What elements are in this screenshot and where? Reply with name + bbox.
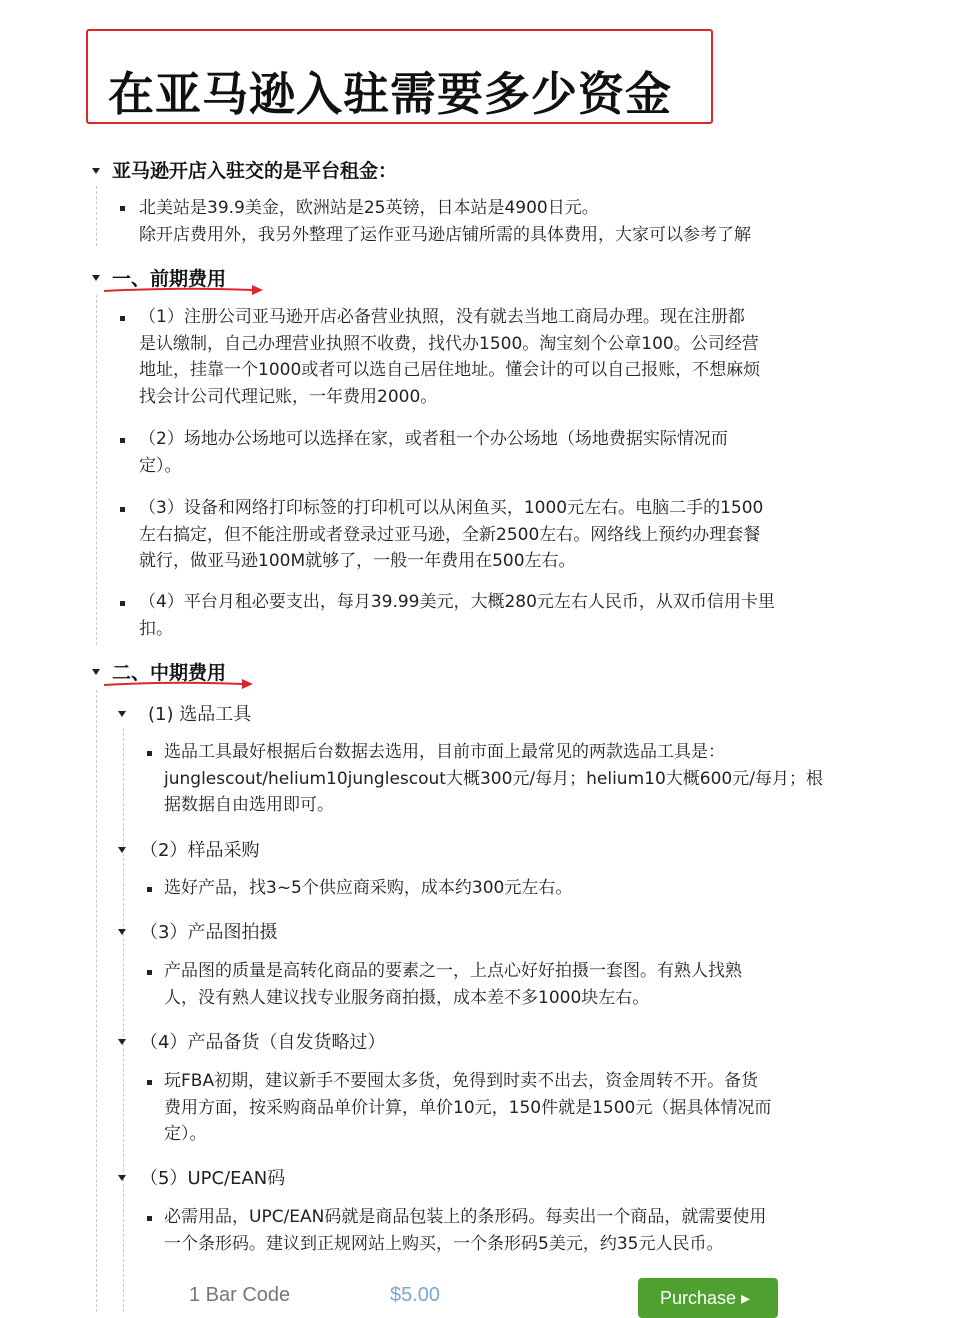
text-line: 选好产品，找3~5个供应商采购，成本约300元左右。 xyxy=(164,878,573,898)
outline-guide xyxy=(96,295,97,645)
text-line: 定）。 xyxy=(164,1124,207,1144)
text-line: （3）设备和网络打印标签的打印机可以从闲鱼买，1000元左右。电脑二手的1500 xyxy=(139,498,764,518)
bullet-icon xyxy=(147,970,152,975)
mid-section-body xyxy=(164,958,864,1011)
outline-guide xyxy=(96,690,97,1312)
mid-section-title: （3）产品图拍摄 xyxy=(140,922,278,943)
bullet-icon xyxy=(147,1216,152,1221)
text-line: junglescout/helium10junglescout大概300元/每月；helium10大概600元/每月；根 xyxy=(164,768,823,789)
early-heading: 一、前期费用 xyxy=(112,268,227,290)
early-item-3 xyxy=(139,495,859,575)
mid-heading: 二、中期费用 xyxy=(112,662,227,684)
intro-text xyxy=(139,195,859,248)
early-item-2 xyxy=(139,426,859,479)
text-line: 扣。 xyxy=(139,618,173,639)
text-line: 人，没有熟人建议找专业服务商拍摄，成本差不多1000块左右。 xyxy=(164,987,650,1008)
bullet-icon xyxy=(120,316,125,321)
red-arrow-icon xyxy=(102,283,264,297)
early-item-1 xyxy=(139,304,859,410)
collapse-caret-icon[interactable] xyxy=(92,669,100,675)
bullet-icon xyxy=(147,887,152,892)
mid-section-title: （4）产品备货（自发货略过） xyxy=(140,1032,386,1053)
text-line: 一个条形码。建议到正规网站上购买，一个条形码5美元，约35元人民币。 xyxy=(164,1233,724,1254)
mid-section-title: (1) 选品工具 xyxy=(148,704,252,725)
page-title: 在亚马逊入驻需要多少资金 xyxy=(108,67,672,121)
intro-line: 北美站是39.9美金，欧洲站是25英镑，日本站是4900日元。 xyxy=(139,198,599,218)
text-line: 据数据自由选用即可。 xyxy=(164,795,334,815)
text-line: 选品工具最好根据后台数据去选用，目前市面上最常见的两款选品工具是： xyxy=(164,742,725,762)
text-line: 产品图的质量是高转化商品的要素之一，上点心好好拍摄一套图。有熟人找熟 xyxy=(164,961,742,981)
mid-section-title: （2）样品采购 xyxy=(140,840,260,861)
bullet-icon xyxy=(120,206,125,211)
barcode-price: $5.00 xyxy=(390,1284,441,1306)
red-arrow-icon xyxy=(102,677,254,691)
outline-guide xyxy=(123,728,124,1312)
bullet-icon xyxy=(120,507,125,512)
collapse-caret-icon[interactable] xyxy=(118,1039,126,1045)
collapse-caret-icon[interactable] xyxy=(92,168,100,174)
text-line: 左右搞定，但不能注册或者登录过亚马逊，全新2500左右。网络线上预约办理套餐 xyxy=(139,524,761,545)
text-line: （4）平台月租必要支出，每月39.99美元，大概280元左右人民币，从双币信用卡里 xyxy=(139,592,775,612)
purchase-button[interactable]: Purchase ▸ xyxy=(638,1278,778,1318)
early-item-4 xyxy=(139,589,859,642)
text-line: 玩FBA初期，建议新手不要囤太多货，免得到时卖不出去，资金周转不开。备货 xyxy=(164,1071,759,1091)
mid-section-body xyxy=(164,1068,864,1148)
text-line: 找会计公司代理记账，一年费用2000。 xyxy=(139,386,438,407)
text-line: 费用方面，按采购商品单价计算，单价10元，150件就是1500元（据具体情况而 xyxy=(164,1097,772,1118)
text-line: （2）场地办公场地可以选择在家，或者租一个办公场地（场地费据实际情况而 xyxy=(139,429,728,449)
mid-section-body xyxy=(164,1204,864,1257)
intro-heading: 亚马逊开店入驻交的是平台租金： xyxy=(112,160,398,182)
text-line: （1）注册公司亚马逊开店必备营业执照，没有就去当地工商局办理。现在注册都 xyxy=(139,307,745,327)
text-line: 必需用品，UPC/EAN码就是商品包装上的条形码。每卖出一个商品，就需要使用 xyxy=(164,1207,767,1227)
mid-section-title: （5）UPC/EAN码 xyxy=(140,1168,286,1189)
outline-guide xyxy=(96,186,97,246)
collapse-caret-icon[interactable] xyxy=(118,711,126,717)
bullet-icon xyxy=(147,751,152,756)
bullet-icon xyxy=(120,438,125,443)
text-line: 就行，做亚马逊100M就够了，一般一年费用在500左右。 xyxy=(139,551,576,571)
collapse-caret-icon[interactable] xyxy=(92,275,100,281)
mid-section-body xyxy=(164,875,864,902)
collapse-caret-icon[interactable] xyxy=(118,1175,126,1181)
text-line: 地址，挂靠一个1000或者可以选自己居住地址。懂会计的可以自己报账，不想麻烦 xyxy=(139,360,761,380)
collapse-caret-icon[interactable] xyxy=(118,847,126,853)
text-line: 是认缴制，自己办理营业执照不收费，找代办1500。淘宝刻个公章100。公司经营 xyxy=(139,333,759,354)
barcode-quantity-label: 1 Bar Code xyxy=(189,1284,291,1306)
bullet-icon xyxy=(120,601,125,606)
mid-section-body xyxy=(164,739,864,819)
bullet-icon xyxy=(147,1080,152,1085)
collapse-caret-icon[interactable] xyxy=(118,929,126,935)
intro-line: 除开店费用外，我另外整理了运作亚马逊店铺所需的具体费用，大家可以参考了解 xyxy=(139,224,751,245)
text-line: 定）。 xyxy=(139,455,182,476)
